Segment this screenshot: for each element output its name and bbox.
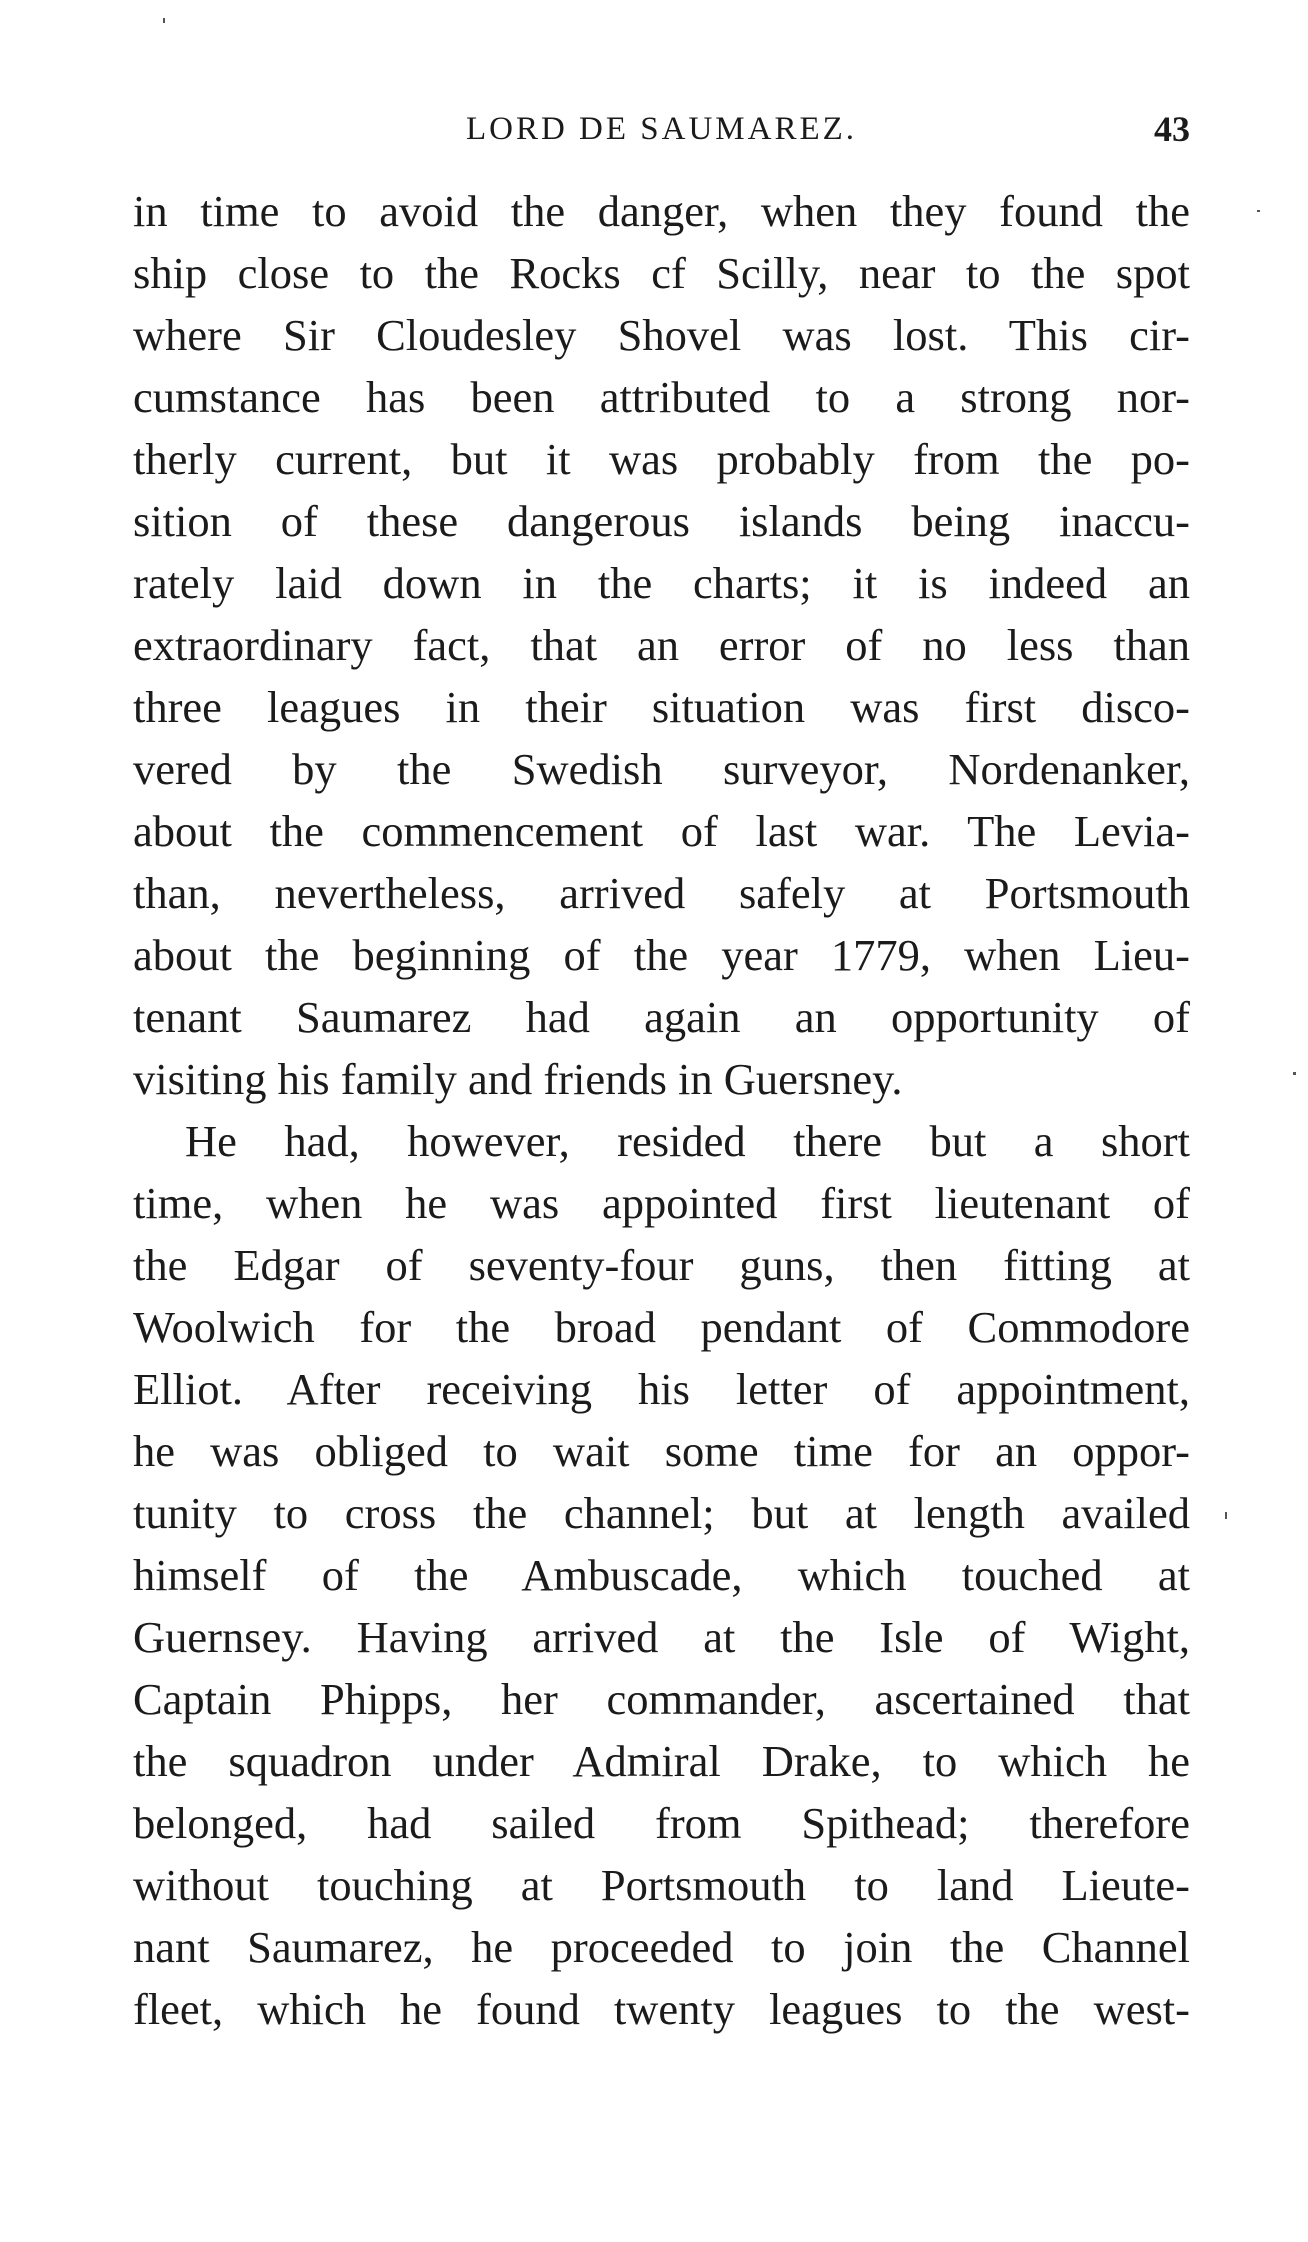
text-line: belonged, had sailed from Spithead; therefore bbox=[133, 1798, 1190, 1848]
text-line: extraordinary fact, that an error of no less than bbox=[133, 620, 1190, 670]
text-line: himself of the Ambuscade, which touched at bbox=[133, 1550, 1190, 1600]
text-line: sition of these dangerous islands being inaccu- bbox=[133, 496, 1190, 546]
ink-speck bbox=[1257, 210, 1260, 212]
page-header bbox=[133, 104, 1190, 154]
text-line: Elliot. After receiving his letter of appointment, bbox=[133, 1364, 1190, 1414]
text-line: cumstance has been attributed to a strong nor- bbox=[133, 372, 1190, 422]
text-line: about the beginning of the year 1779, when Lieu- bbox=[133, 930, 1190, 980]
text-line: Guernsey. Having arrived at the Isle of Wight, bbox=[133, 1612, 1190, 1662]
text-line: where Sir Cloudesley Shovel was lost. This cir- bbox=[133, 310, 1190, 360]
ink-speck bbox=[1225, 1512, 1227, 1519]
text-line: than, nevertheless, arrived safely at Portsmouth bbox=[133, 868, 1190, 918]
text-line: tenant Saumarez had again an opportunity of bbox=[133, 992, 1190, 1042]
text-line: the Edgar of seventy-four guns, then fitting at bbox=[133, 1240, 1190, 1290]
text-line: in time to avoid the danger, when they found the bbox=[133, 186, 1190, 236]
text-line: vered by the Swedish surveyor, Nordenanker, bbox=[133, 744, 1190, 794]
body-text bbox=[133, 180, 1190, 2040]
text-line: therly current, but it was probably from the po- bbox=[133, 434, 1190, 484]
text-line: fleet, which he found twenty leagues to the west- bbox=[133, 1984, 1190, 2034]
text-line: three leagues in their situation was first disco- bbox=[133, 682, 1190, 732]
text-line: Captain Phipps, her commander, ascertained that bbox=[133, 1674, 1190, 1724]
text-line: Woolwich for the broad pendant of Commodore bbox=[133, 1302, 1190, 1352]
page-number: 43 bbox=[1154, 109, 1190, 149]
text-line: the squadron under Admiral Drake, to which he bbox=[133, 1736, 1190, 1786]
text-line: he was obliged to wait some time for an oppor- bbox=[133, 1426, 1190, 1476]
running-title: LORD DE SAUMAREZ. bbox=[465, 111, 858, 147]
ink-speck bbox=[1293, 1072, 1296, 1075]
ink-speck bbox=[163, 18, 165, 23]
text-line: ship close to the Rocks cf Scilly, near to the spot bbox=[133, 248, 1190, 298]
paragraph-start-line: He had, however, resided there but a short bbox=[185, 1116, 1190, 1166]
text-line: tunity to cross the channel; but at length availed bbox=[133, 1488, 1190, 1538]
text-line: without touching at Portsmouth to land Lieute- bbox=[133, 1860, 1190, 1910]
text-line: time, when he was appointed first lieutenant of bbox=[133, 1178, 1190, 1228]
text-line: rately laid down in the charts; it is indeed an bbox=[133, 558, 1190, 608]
text-line: about the commencement of last war. The Levia- bbox=[133, 806, 1190, 856]
paragraph-end-line: visiting his family and friends in Guersney. bbox=[133, 1054, 903, 1104]
text-line: nant Saumarez, he proceeded to join the Channel bbox=[133, 1922, 1190, 1972]
